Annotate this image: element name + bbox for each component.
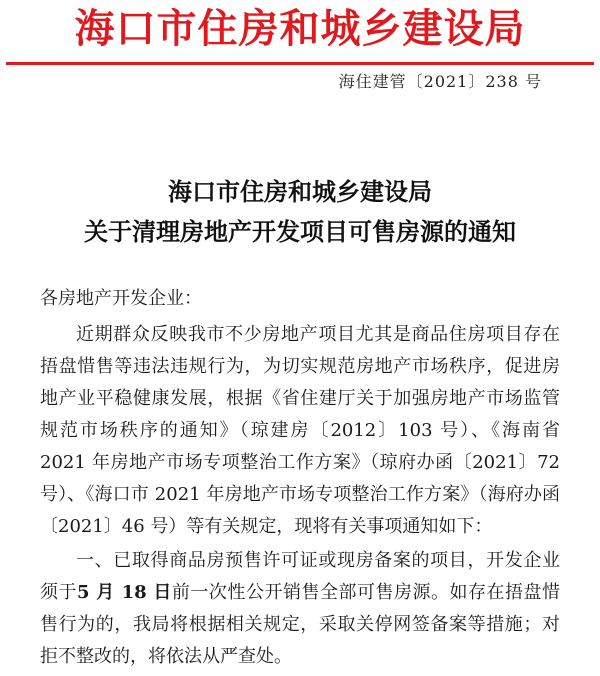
document-body	[40, 283, 560, 673]
paragraph-item-1-rest: 前一次性公开销售全部可售房源。如存在捂盘惜售行为的，我局将根据相关规定，采取关停网签备案等措施；对拒不整改的，将依法从严查处。	[40, 582, 561, 667]
paragraph-item-1	[40, 545, 560, 673]
salutation: 各房地产开发企业：	[40, 288, 202, 309]
document-number: 海住建管〔2021〕238 号	[338, 72, 542, 91]
deadline-date: 5 月 18 日	[77, 582, 172, 603]
title-line-1: 海口市住房和城乡建设局	[168, 177, 432, 206]
letterhead	[0, 0, 600, 60]
paragraph-background: 近期群众反映我市不少房地产项目尤其是商品住房项目存在捂盘惜售等违法违规行为，为切实规范房地产市场秩序，促进房地产业平稳健康发展，根据《省住建厅关于加强房地产市场监管规范市场秩序的通知》（琼建房〔2012〕103 号）、《海南省 2021 年房地产市场专项整治工作方案》（琼府办函〔2021〕72 号）、《海口市 2021 年房地产市场专项整治工作方案》（海府办函〔2021〕46 号）等有关规定，现将有关事项通知如下：	[40, 324, 560, 537]
title-line-2: 关于清理房地产开发项目可售房源的通知	[84, 217, 516, 246]
letterhead-red-rule	[6, 62, 594, 65]
document-title	[0, 172, 600, 252]
letterhead-org-name: 海口市住房和城乡建设局	[74, 6, 526, 52]
paragraph-item-1-lead: 一、已取得商品房预售许可证或现房备案的项目，开发企业须于	[40, 550, 560, 603]
